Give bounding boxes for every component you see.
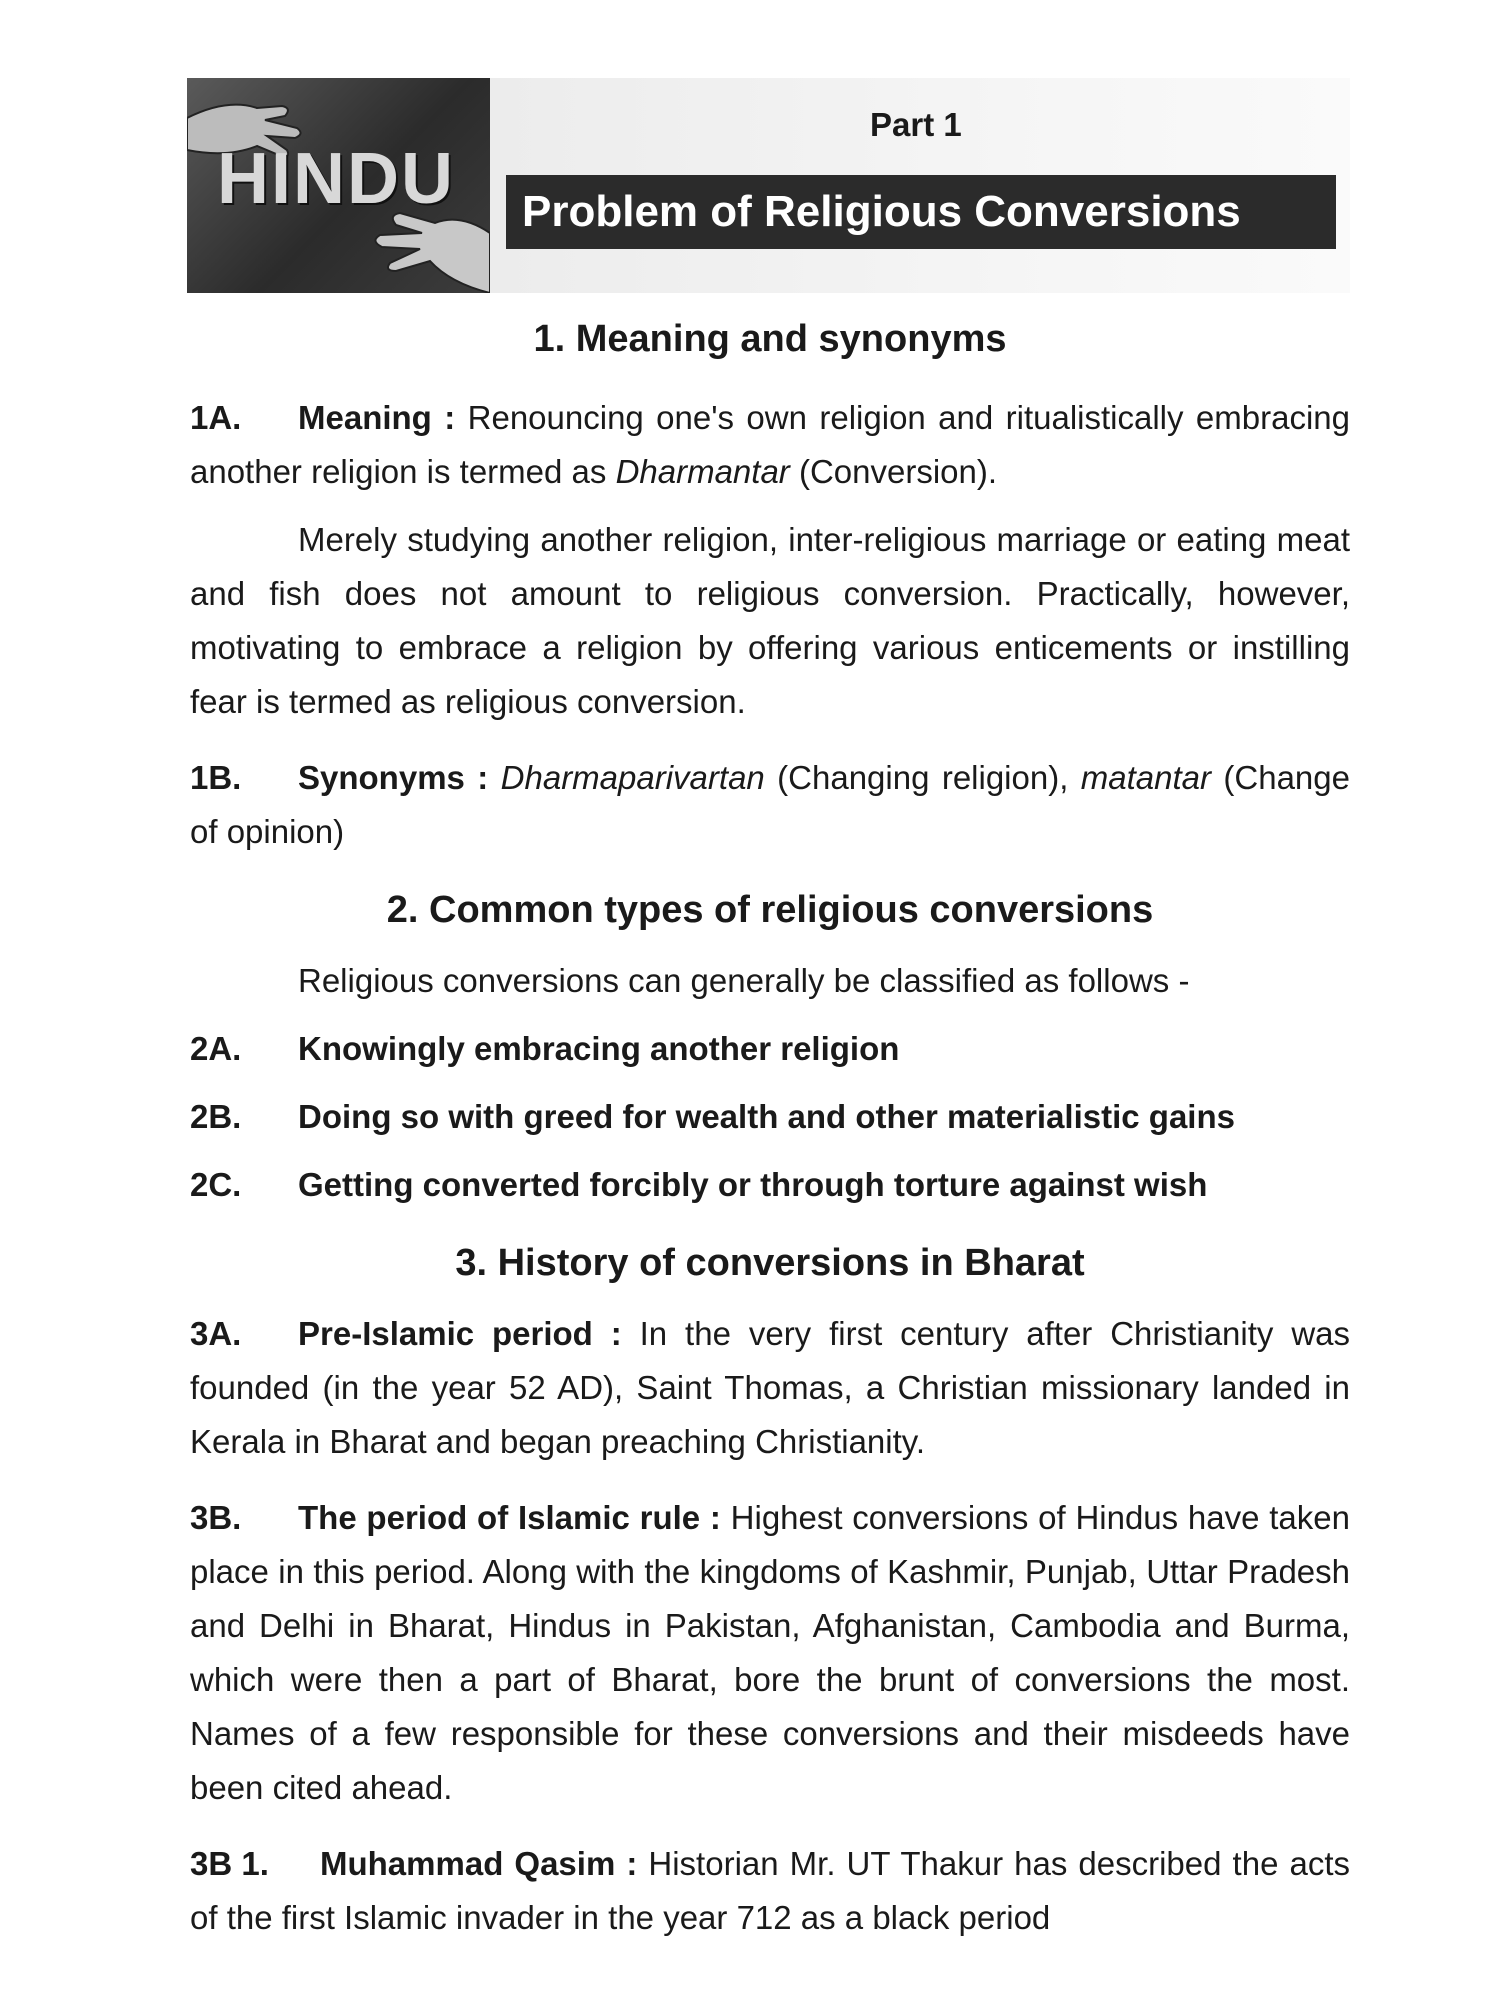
italic-term: Dharmantar bbox=[615, 453, 790, 490]
italic-term: Dharmaparivartan bbox=[500, 759, 765, 796]
item-number: 3B 1. bbox=[190, 1845, 269, 1882]
paragraph-1a bbox=[190, 391, 1350, 499]
section-2-intro: Religious conversions can generally be classified as follows - bbox=[298, 962, 1190, 999]
section-3-heading: 3. History of conversions in Bharat bbox=[455, 1242, 1085, 1284]
main-content bbox=[190, 318, 1350, 1945]
hindu-logo-image bbox=[187, 78, 490, 293]
list-item bbox=[190, 1158, 1350, 1212]
item-number: 3B. bbox=[190, 1499, 242, 1536]
body-text: (Changing religion), bbox=[764, 759, 1081, 796]
item-text: Doing so with greed for wealth and other materialistic gains bbox=[298, 1098, 1235, 1135]
item-text: Getting converted forcibly or through torture against wish bbox=[298, 1166, 1208, 1203]
item-label: Pre-Islamic period : bbox=[298, 1315, 622, 1352]
item-text: Knowingly embracing another religion bbox=[298, 1030, 900, 1067]
paragraph-3b1 bbox=[190, 1837, 1350, 1945]
list-item bbox=[190, 1022, 1350, 1076]
logo-text: HINDU bbox=[217, 139, 455, 219]
list-item bbox=[190, 1090, 1350, 1144]
body-text: (Change of opinion) bbox=[190, 759, 1350, 850]
part-label: Part 1 bbox=[870, 106, 962, 143]
item-label: Meaning : bbox=[298, 399, 456, 436]
body-text: In the very first century after Christianity was founded (in the year 52 AD), Saint Thomas, a Christian missionary landed in Kerala in Bharat and began preaching Christianity. bbox=[190, 1315, 1350, 1460]
item-number: 2C. bbox=[190, 1166, 242, 1203]
body-text: Historian Mr. UT Thakur has described the acts of the first Islamic invader in the year 712 as a black period bbox=[190, 1845, 1350, 1936]
section-2-heading: 2. Common types of religious conversions bbox=[386, 889, 1154, 931]
hand-right-icon bbox=[340, 173, 490, 293]
body-text: (Conversion). bbox=[789, 453, 998, 490]
section-1-heading: 1. Meaning and synonyms bbox=[533, 318, 1007, 360]
item-number: 1A. bbox=[190, 399, 242, 436]
paragraph-3a bbox=[190, 1307, 1350, 1469]
italic-term: matantar bbox=[1080, 759, 1212, 796]
item-label: Muhammad Qasim : bbox=[320, 1845, 638, 1882]
item-number: 3A. bbox=[190, 1315, 242, 1352]
item-label: Synonyms : bbox=[298, 759, 489, 796]
paragraph-1a-continued: Merely studying another religion, inter-religious marriage or eating meat and fish does not amount to religious conversion. Practically, however, motivating to embrace a religion by offering various enticements or instilling fear is termed as religious conversion. bbox=[190, 521, 1350, 720]
item-number: 2A. bbox=[190, 1030, 242, 1067]
body-text: Highest conversions of Hindus have taken place in this period. Along with the kingdoms of Kashmir, Punjab, Uttar Pradesh and Delhi in Bharat, Hindus in Pakistan, Afghanistan, Cambodia and Burma, which were then a part of Bharat, bore the brunt of conversions the most. Names of a few responsible for these conversions and their misdeeds have been cited ahead. bbox=[190, 1499, 1350, 1806]
body-text: Renouncing one's own religion and ritualistically embracing another religion is termed as bbox=[190, 399, 1350, 490]
item-number: 2B. bbox=[190, 1098, 242, 1135]
paragraph-1b bbox=[190, 751, 1350, 859]
paragraph-3b bbox=[190, 1491, 1350, 1815]
item-number: 1B. bbox=[190, 759, 242, 796]
item-label: The period of Islamic rule : bbox=[298, 1499, 721, 1536]
chapter-title: Problem of Religious Conversions bbox=[506, 175, 1336, 249]
